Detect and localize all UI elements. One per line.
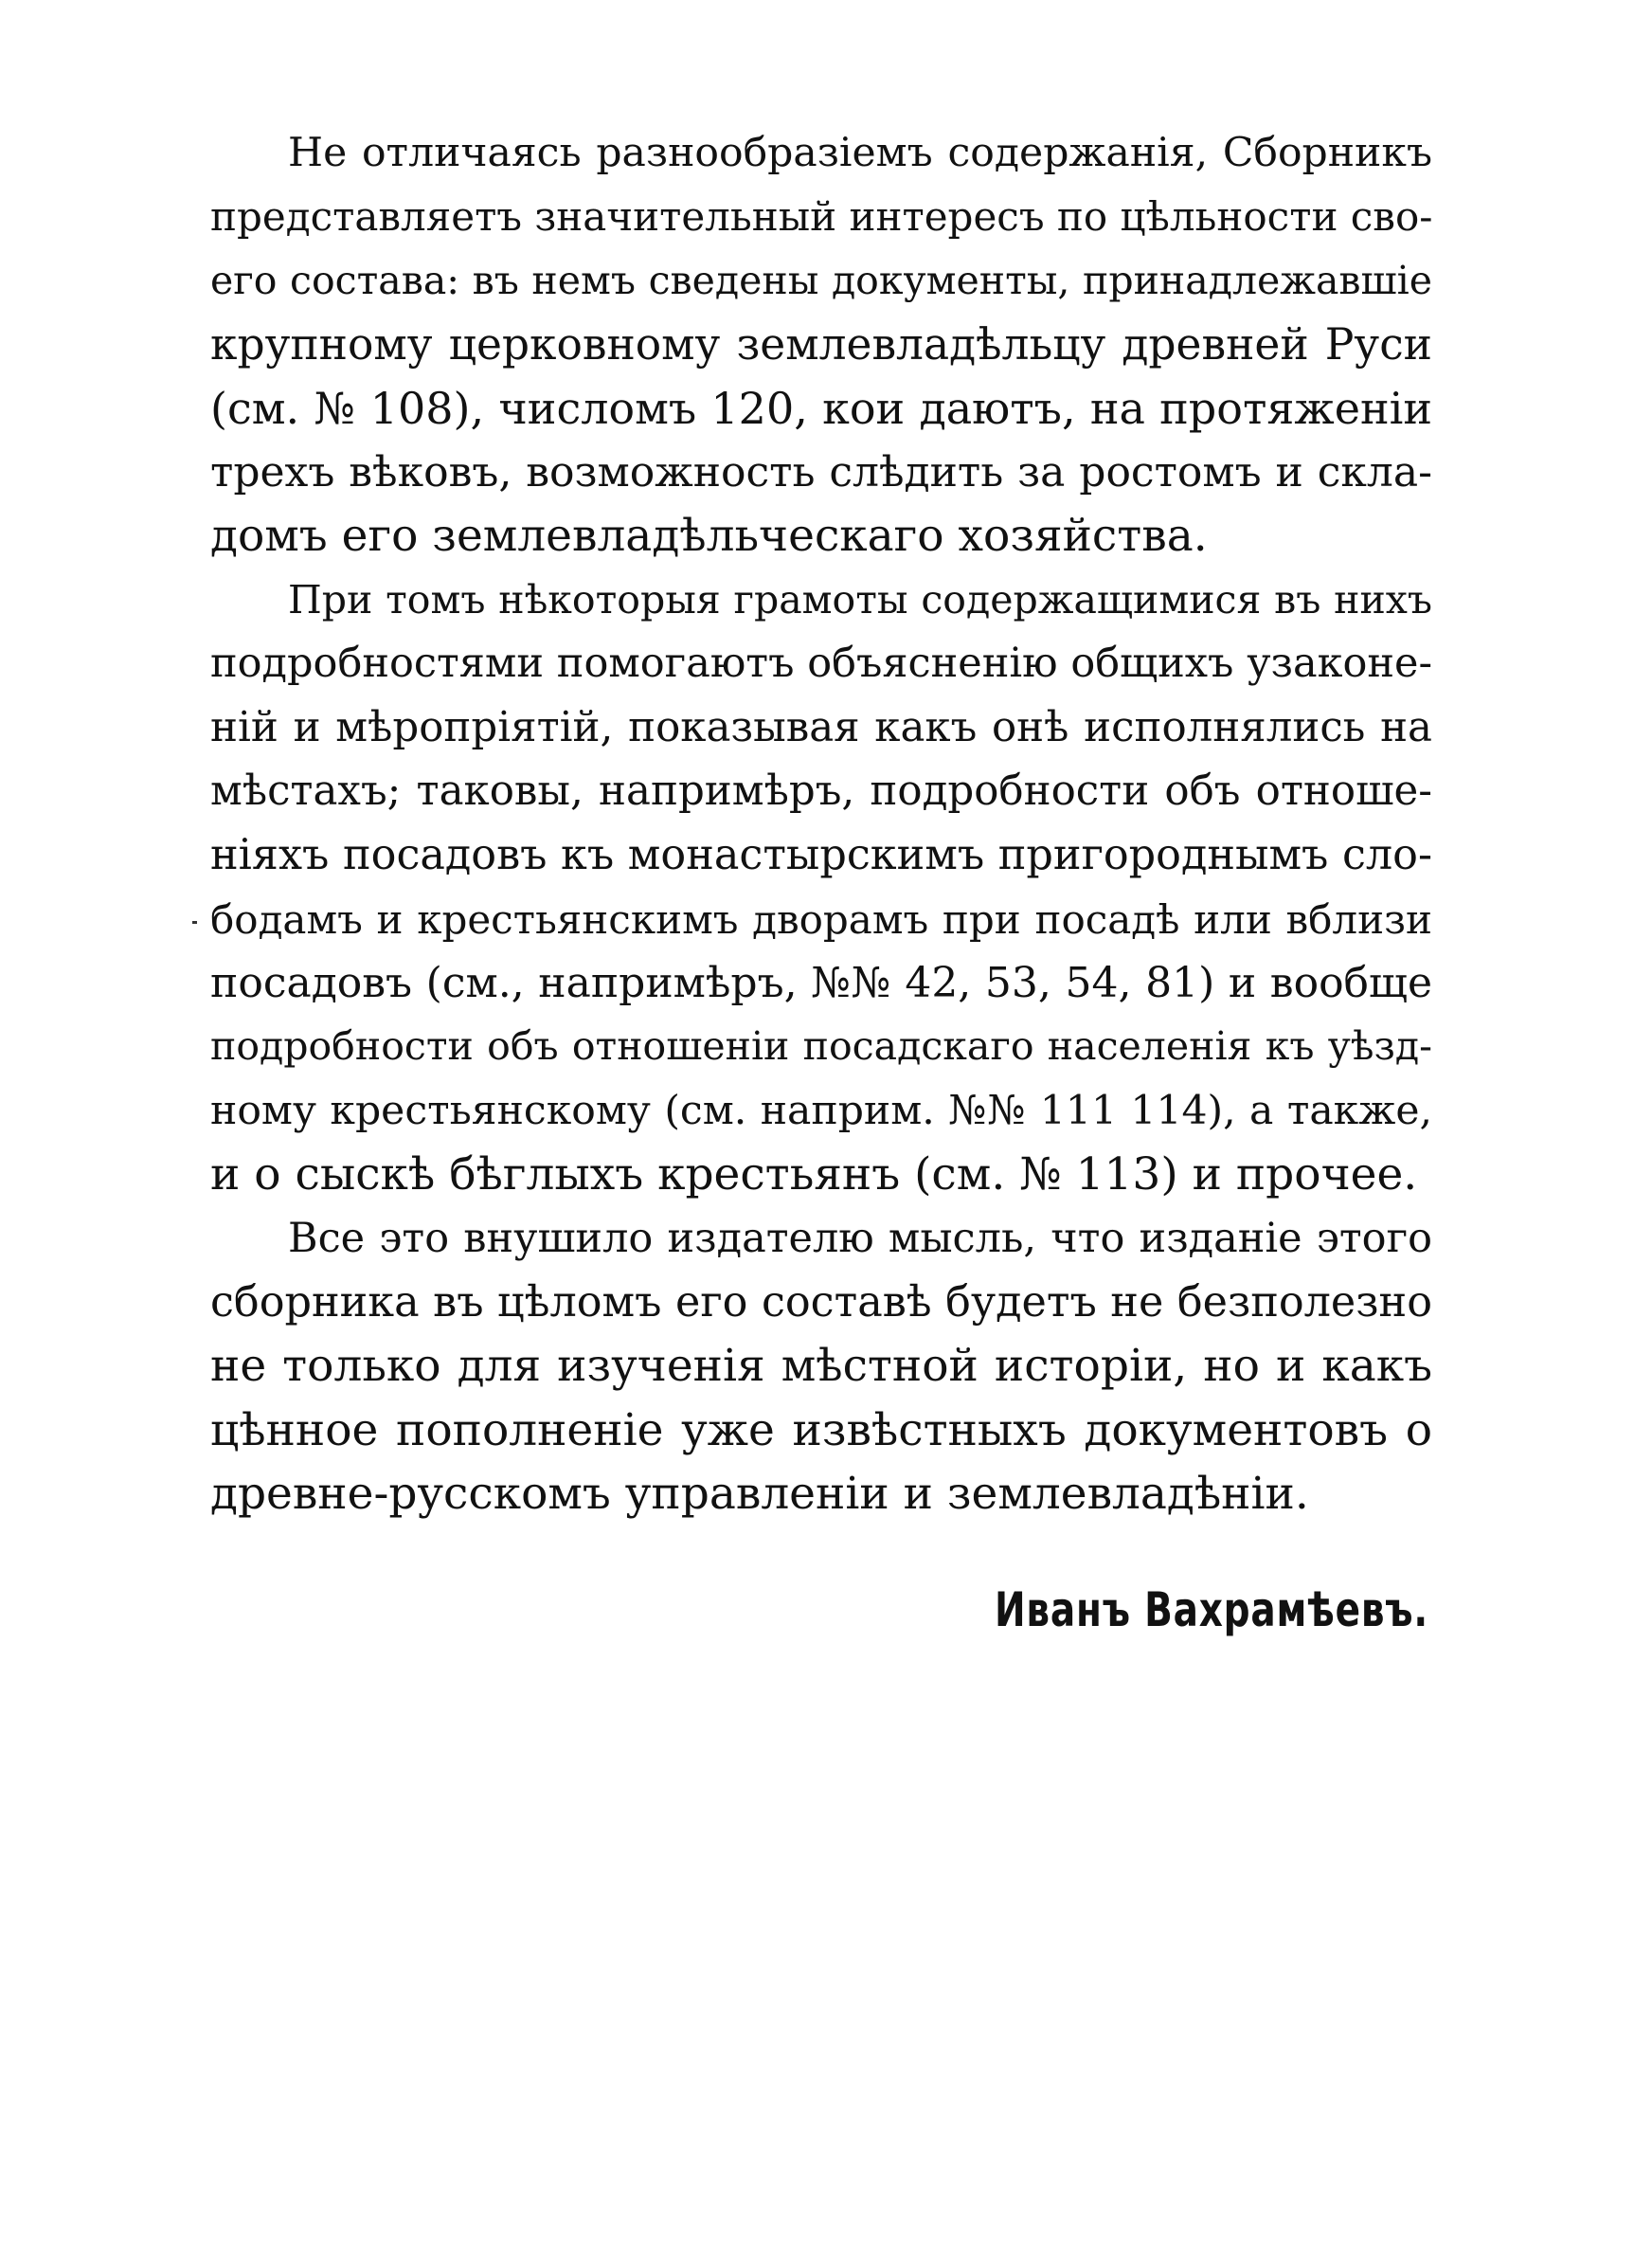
text-line: мѣстахъ; таковы, напримѣръ, подробности объ отноше-	[210, 767, 1432, 815]
text-line: сборника въ цѣломъ его составѣ будетъ не безполезно	[210, 1278, 1432, 1327]
text-line: крупному церковному землевладѣльцу древней Руси	[210, 319, 1432, 370]
text-line: подробностями помогаютъ объясненію общихъ узаконе-	[210, 640, 1432, 688]
margin-mark	[192, 921, 197, 924]
text-line: его состава: въ немъ сведены документы, принадлежавшіе	[210, 257, 1432, 303]
body-text	[210, 121, 1432, 1526]
text-line: древне-русскомъ управленіи и землевладѣніи.	[210, 1468, 1309, 1521]
text-line: представляетъ значительный интересъ по цѣльности сво-	[210, 193, 1433, 241]
text-line: ніяхъ посадовъ къ монастырскимъ пригороднымъ сло-	[210, 831, 1432, 880]
text-line: трехъ вѣковъ, возможность слѣдить за ростомъ и скла-	[210, 447, 1432, 497]
paragraph-1	[210, 121, 1432, 569]
text-line: и о сыскѣ бѣглыхъ крестьянъ (см. № 113) и прочее.	[210, 1148, 1418, 1201]
text-line: Все это внушило издателю мысль, что изданіе этого	[288, 1214, 1432, 1262]
text-line: не только для изученія мѣстной исторіи, но и какъ	[210, 1340, 1432, 1393]
text-line: бодамъ и крестьянскимъ дворамъ при посадѣ или вблизи	[210, 895, 1432, 943]
text-line: домъ его землевладѣльческаго хозяйства.	[210, 510, 1208, 563]
text-line: ній и мѣропріятій, показывая какъ онѣ исполнялись на	[210, 703, 1432, 751]
paragraph-2	[210, 569, 1432, 1207]
paragraph-3	[210, 1207, 1432, 1526]
text-line: Не отличаясь разнообразіемъ содержанія, Сборникъ	[288, 130, 1432, 176]
text-line: (см. № 108), числомъ 120, кои даютъ, на протяженіи	[210, 382, 1432, 434]
text-line: подробности объ отношеніи посадскаго населенія къ уѣзд-	[210, 1023, 1432, 1070]
text-line: посадовъ (см., напримѣръ, №№ 42, 53, 54, 81) и вообще	[210, 959, 1432, 1008]
author-signature: Иванъ Вахрамѣевъ.	[995, 1582, 1428, 1637]
text-line: ному крестьянскому (см. наприм. №№ 111 114), а также,	[210, 1087, 1432, 1134]
text-line: При томъ нѣкоторыя грамоты содержащимися въ нихъ	[288, 576, 1432, 623]
text-line: цѣнное пополненіе уже извѣстныхъ документовъ о	[210, 1403, 1432, 1456]
